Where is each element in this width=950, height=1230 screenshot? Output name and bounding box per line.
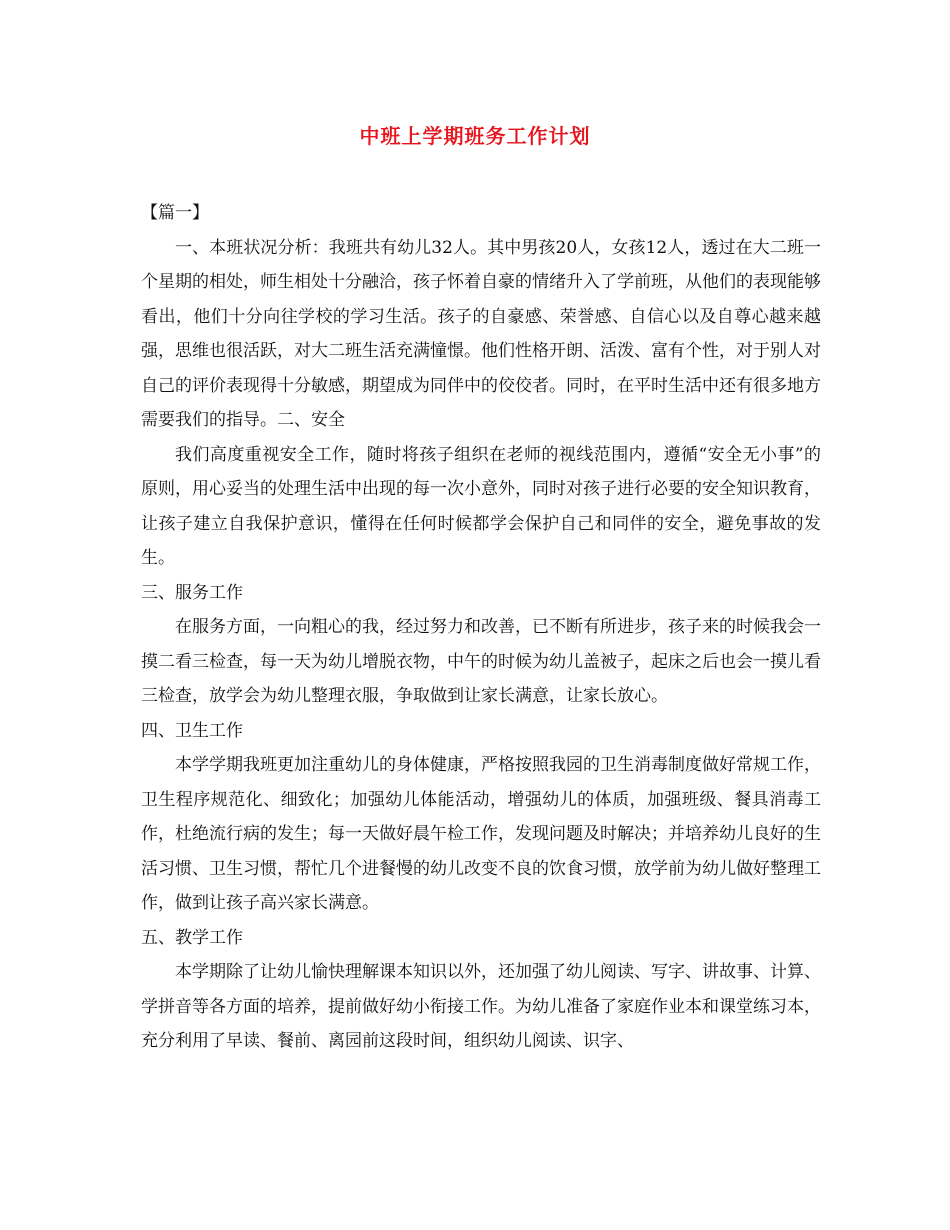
heading-service-work: 三、服务工作 bbox=[141, 582, 243, 603]
paragraph-class-analysis: 一、本班状况分析：我班共有幼儿32人。其中男孩20人，女孩12人，透过在大二班一个星期的相处，师生相处十分融洽，孩子怀着自豪的情绪升入了学前班，从他们的表现能够看出，他们十分向往学校的学习生活。孩子的自豪感、荣誉感、自信心以及自尊心越来越强，思维也很活跃，对大二班生活充满憧憬。他们性格开朗、活泼、富有个性，对于别人对自己的评价表现得十分敏感，期望成为同伴中的佼佼者。同时，在平时生活中还有很多地方需要我们的指导。二、安全 bbox=[141, 237, 821, 430]
heading-teaching-work: 五、教学工作 bbox=[141, 927, 243, 948]
paragraph-teaching-work: 本学期除了让幼儿愉快理解课本知识以外，还加强了幼儿阅读、写字、讲故事、计算、学拼音等各方面的培养，提前做好幼小衔接工作。为幼儿准备了家庭作业本和课堂练习本，充分利用了早读、餐前、离园前这段时间，组织幼儿阅读、识字、 bbox=[141, 962, 821, 1051]
paragraph-safety: 我们高度重视安全工作，随时将孩子组织在老师的视线范围内，遵循“安全无小事”的原则，用心妥当的处理生活中出现的每一次小意外，同时对孩子进行必要的安全知识教育，让孩子建立自我保护意识，懂得在任何时候都学会保护自己和同伴的安全，避免事故的发生。 bbox=[141, 444, 821, 568]
heading-hygiene-work: 四、卫生工作 bbox=[141, 720, 243, 741]
document-body bbox=[141, 196, 821, 1059]
section-marker: 【篇一】 bbox=[141, 203, 209, 223]
paragraph-service-work: 在服务方面，一向粗心的我，经过努力和改善，已不断有所进步，孩子来的时候我会一摸二看三检查，每一天为幼儿增脱衣物，中午的时候为幼儿盖被子，起床之后也会一摸儿看三检查，放学会为幼儿整理衣服，争取做到让家长满意，让家长放心。 bbox=[141, 617, 821, 706]
paragraph-hygiene-work: 本学学期我班更加注重幼儿的身体健康，严格按照我园的卫生消毒制度做好常规工作，卫生程序规范化、细致化；加强幼儿体能活动，增强幼儿的体质，加强班级、餐具消毒工作，杜绝流行病的发生；每一天做好晨午检工作，发现问题及时解决；并培养幼儿良好的生活习惯、卫生习惯，帮忙几个进餐慢的幼儿改变不良的饮食习惯，放学前为幼儿做好整理工作，做到让孩子高兴家长满意。 bbox=[141, 755, 821, 913]
document-title: 中班上学期班务工作计划 bbox=[359, 124, 591, 148]
